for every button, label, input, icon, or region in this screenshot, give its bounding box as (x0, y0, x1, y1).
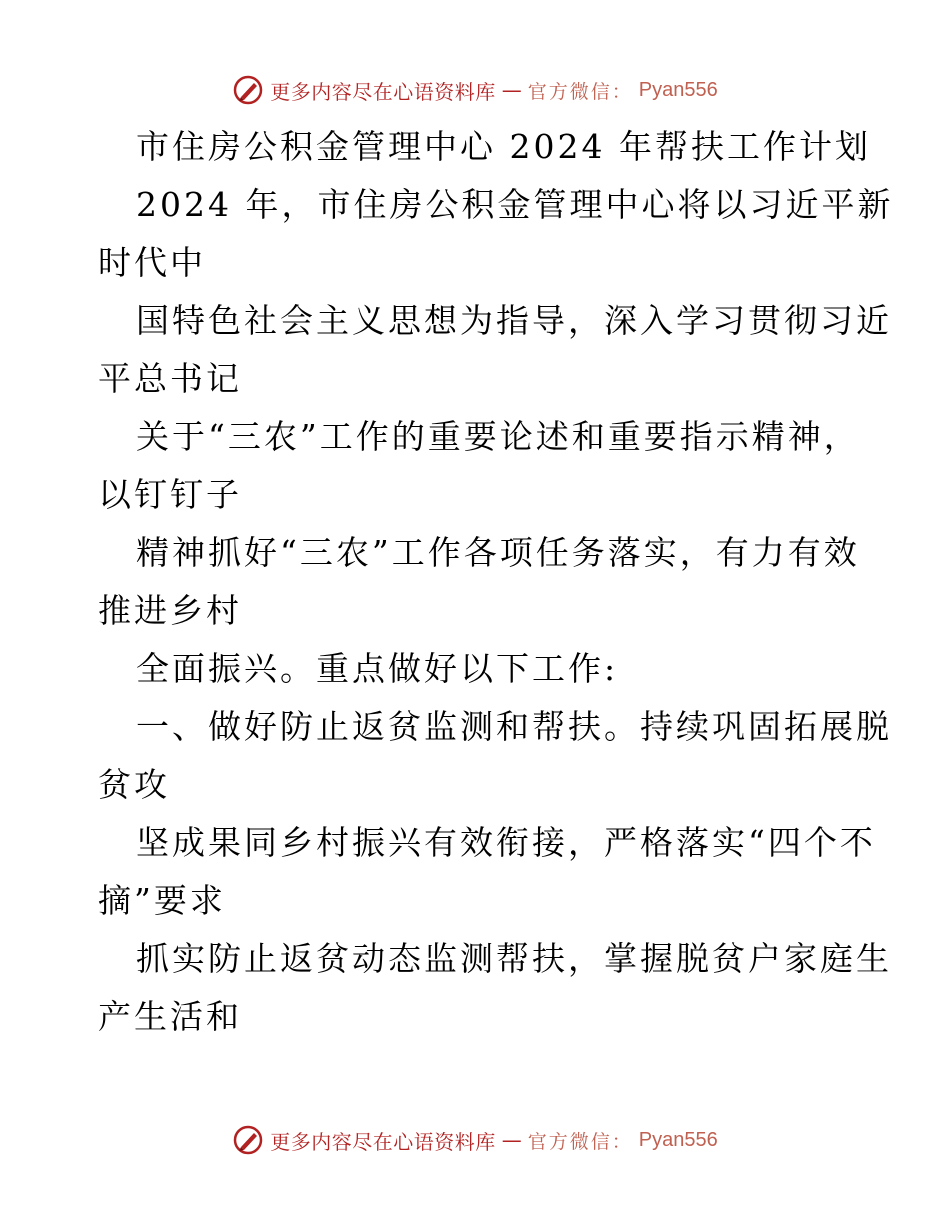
watermark-label: 官方微信： (527, 80, 633, 103)
paragraph-line: 时代中 (98, 243, 206, 282)
paragraph-line: 坚成果同乡村振兴有效衔接，严格落实“四个不 (136, 823, 876, 862)
paragraph-line: 产生活和 (98, 997, 242, 1036)
paragraph-line: 摘”要求 (98, 881, 226, 920)
paragraph-line: 平总书记 (98, 359, 242, 398)
paragraph-line: 精神抓好“三农”工作各项任务落实，有力有效 (136, 533, 860, 572)
pen-logo-icon (232, 1124, 264, 1156)
paragraph-line: 全面振兴。重点做好以下工作: (136, 649, 619, 688)
paragraph-line: 贫攻 (98, 765, 170, 804)
watermark-label: 官方微信： (527, 1130, 633, 1153)
document-body (98, 118, 894, 1046)
pen-logo-icon (232, 74, 264, 106)
section-heading-line: 一、做好防止返贫监测和帮扶。持续巩固拓展脱 (136, 707, 892, 746)
paragraph-line: 以钉钉子 (98, 475, 242, 514)
header-watermark (0, 70, 950, 110)
footer-watermark (0, 1120, 950, 1160)
watermark-id: Pyan556 (638, 78, 718, 101)
paragraph-line: 关于“三农”工作的重要论述和重要指示精神， (136, 417, 860, 456)
watermark-id: Pyan556 (638, 1128, 718, 1151)
paragraph-line: 2024 年，市住房公积金管理中心将以习近平新 (136, 185, 894, 224)
watermark-separator: — (501, 1128, 522, 1152)
paragraph-line: 国特色社会主义思想为指导，深入学习贯彻习近 (136, 301, 892, 340)
watermark-text: 更多内容尽在心语资料库 (270, 79, 496, 104)
watermark-text: 更多内容尽在心语资料库 (270, 1129, 496, 1154)
document-title: 市住房公积金管理中心 2024 年帮扶工作计划 (136, 127, 871, 166)
paragraph-line: 推进乡村 (98, 591, 242, 630)
paragraph-line: 抓实防止返贫动态监测帮扶，掌握脱贫户家庭生 (136, 939, 892, 978)
watermark-separator: — (501, 78, 522, 102)
